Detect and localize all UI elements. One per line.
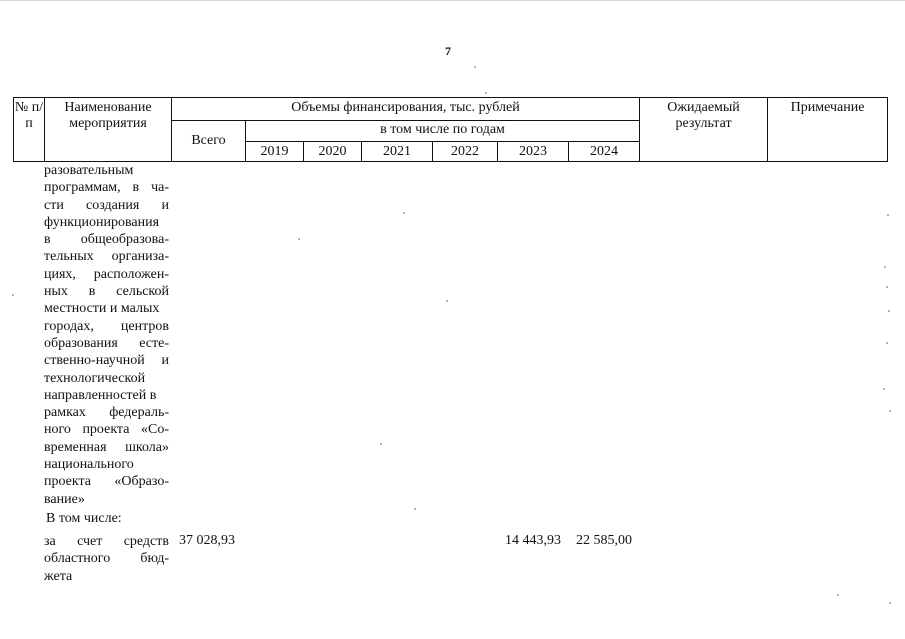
description-line: вание» xyxy=(44,491,85,507)
page-number: 7 xyxy=(445,44,451,58)
page-top-edge xyxy=(0,0,905,1)
header-result: Ожидаемый результат xyxy=(640,98,768,162)
header-by-years: в том числе по годам xyxy=(246,121,640,142)
scan-speck xyxy=(485,92,487,94)
funding-total-value: 37 028,93 xyxy=(179,533,235,548)
scan-speck xyxy=(883,388,885,390)
activity-description xyxy=(44,162,169,508)
description-line: направленностей в xyxy=(44,387,157,403)
header-year-2022: 2022 xyxy=(433,142,498,162)
scan-speck xyxy=(298,238,300,240)
funding-source-label xyxy=(44,533,169,585)
scan-speck xyxy=(403,212,405,214)
description-line: ного проекта «Со- xyxy=(44,422,169,438)
description-line: временная школа» xyxy=(44,439,169,455)
description-line: в общеобразова- xyxy=(44,232,169,248)
header-year-2020: 2020 xyxy=(304,142,362,162)
description-line: местности и малых xyxy=(44,301,160,317)
header-year-2021: 2021 xyxy=(362,142,433,162)
scan-speck xyxy=(886,342,888,344)
description-line: ственно-научной и xyxy=(44,353,169,369)
description-line: национального xyxy=(44,457,134,473)
description-line: проекта «Образо- xyxy=(44,474,169,490)
scan-speck xyxy=(889,602,891,604)
description-line: циях, расположен- xyxy=(44,266,169,282)
header-year-2023: 2023 xyxy=(498,142,569,162)
header-total: Всего xyxy=(172,121,246,162)
including-label: В том числе: xyxy=(46,511,122,526)
scan-speck xyxy=(446,300,448,302)
scan-speck xyxy=(414,508,416,510)
description-line: функционирования xyxy=(44,214,160,230)
description-line: сти создания и xyxy=(44,197,169,213)
scan-speck xyxy=(12,294,14,296)
header-volumes: Объемы финансирования, тыс. рублей xyxy=(172,98,640,121)
description-line: технологической xyxy=(44,370,146,386)
description-line: тельных организа- xyxy=(44,249,169,265)
scan-speck xyxy=(474,66,476,68)
funding-label-line: за счет средств xyxy=(44,534,169,549)
financing-table-header xyxy=(13,97,888,162)
header-note: Примечание xyxy=(768,98,888,162)
funding-label-line: жета xyxy=(44,568,73,584)
description-line: ных в сельской xyxy=(44,284,169,300)
description-line: разовательным xyxy=(44,163,134,178)
scan-speck xyxy=(887,214,889,216)
funding-2024-value: 22 585,00 xyxy=(576,533,632,548)
funding-2023-value: 14 443,93 xyxy=(505,533,561,548)
header-year-2024: 2024 xyxy=(569,142,640,162)
scan-speck xyxy=(837,594,839,596)
scan-speck xyxy=(886,286,888,288)
header-year-2019: 2019 xyxy=(246,142,304,162)
scan-speck xyxy=(380,443,382,445)
description-line: городах, центров xyxy=(44,318,169,334)
description-line: образования есте- xyxy=(44,335,169,351)
header-name: Наименование мероприятия xyxy=(45,98,172,162)
scan-speck xyxy=(889,410,891,412)
description-line: рамках федераль- xyxy=(44,405,169,421)
header-num: № п/п xyxy=(14,98,45,162)
scan-speck xyxy=(888,310,890,312)
scan-speck xyxy=(884,266,886,268)
description-line: программам, в ча- xyxy=(44,180,169,196)
funding-label-line: областного бюд- xyxy=(44,551,169,567)
